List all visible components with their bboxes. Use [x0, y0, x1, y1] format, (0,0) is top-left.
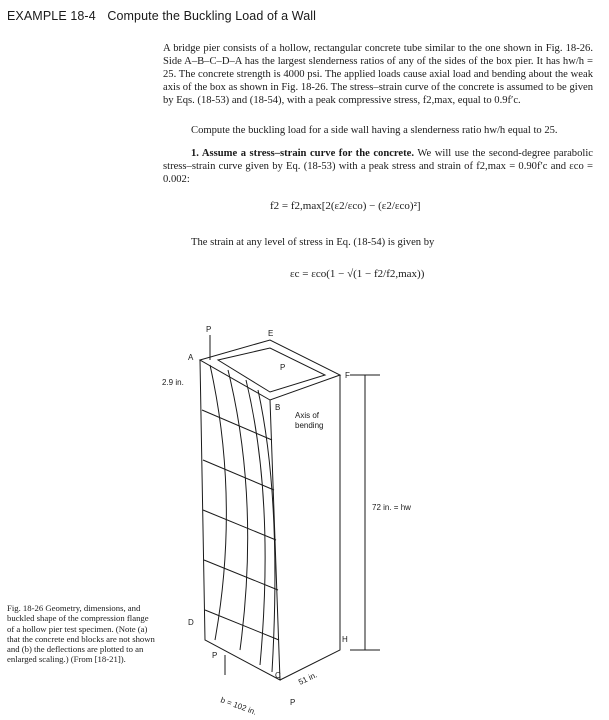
grid-line-4 — [204, 560, 278, 590]
label-a: A — [188, 353, 194, 362]
step-1-body: We will use the second-degree parabolic stress–strain curve given by Eq. (18-53) with a peak stress and strain of f2,max = 0.90f′c and εco = 0.002: — [163, 148, 593, 185]
label-height-dimension: 72 in. = hw — [372, 503, 411, 512]
label-axis-of: Axis of — [295, 411, 320, 420]
label-e: E — [268, 329, 274, 338]
label-bending: bending — [295, 421, 324, 430]
buckled-line-1 — [210, 365, 226, 640]
equation-18-53: f2 = f2,max[2(ε2/εco) − (ε2/εco)²] — [270, 200, 421, 212]
buckled-line-3 — [246, 380, 265, 665]
label-2-9-in: 2.9 in. — [162, 378, 184, 387]
box-front-face — [200, 360, 280, 680]
paragraph-strain: The strain at any level of stress in Eq. (18-54) is given by — [191, 237, 435, 248]
paragraph-problem-statement: A bridge pier consists of a hollow, rectangular concrete tube similar to the one shown in Fig. 18-26. Side A–B–C–D–A has the largest slenderness ratios of any of the sides of the box pier. It has hw/h = 25. The concrete strength is 4000 psi. The applied loads cause axial load and bending about the weak axis of the box as shown in Fig. 18-26. The stress–strain curve of the concrete is assumed to be given by Eqs. (18-53) and (18-54), with a peak compressive stress, f2,max, equal to 0.9f′c. — [163, 43, 593, 106]
example-title: Compute the Buckling Load of a Wall — [107, 9, 317, 23]
paragraph-task: Compute the buckling load for a side wall having a slenderness ratio hw/h equal to 25. — [191, 125, 558, 136]
height-dimension-line — [350, 375, 380, 650]
label-p-top: P — [206, 325, 212, 334]
label-p-inner: P — [280, 363, 286, 372]
figure-18-26 — [150, 320, 450, 720]
equation-18-54: εc = εco(1 − √(1 − f2/f2,max)) — [290, 268, 425, 280]
label-c: C — [275, 671, 281, 680]
label-depth-dimension: 51 in. — [297, 670, 319, 687]
label-h: H — [342, 635, 348, 644]
label-b: B — [275, 403, 281, 412]
example-heading — [7, 9, 602, 23]
label-p-bottom: P — [290, 698, 296, 707]
example-label: EXAMPLE 18-4 — [7, 9, 96, 23]
grid-line-2 — [203, 460, 274, 490]
label-f: F — [345, 371, 350, 380]
label-width-dimension: b = 102 in. — [219, 695, 258, 717]
label-p-bottom-left: P — [212, 651, 218, 660]
paragraph-step-1 — [163, 147, 593, 186]
label-d: D — [188, 618, 194, 627]
buckled-line-2 — [228, 370, 248, 650]
box-top-face — [200, 340, 340, 400]
buckled-line-4 — [258, 390, 275, 672]
figure-caption: Fig. 18-26 Geometry, dimensions, and buckled shape of the compression flange of a hollow pier test specimen. (Note (a) that the concrete end blocks are not shown and (b) the deflections are plotted to an enlarged scaling.) (From [18-21]). — [7, 603, 155, 665]
box-opening — [218, 348, 325, 392]
step-1-heading: 1. Assume a stress–strain curve for the concrete. — [191, 148, 415, 159]
